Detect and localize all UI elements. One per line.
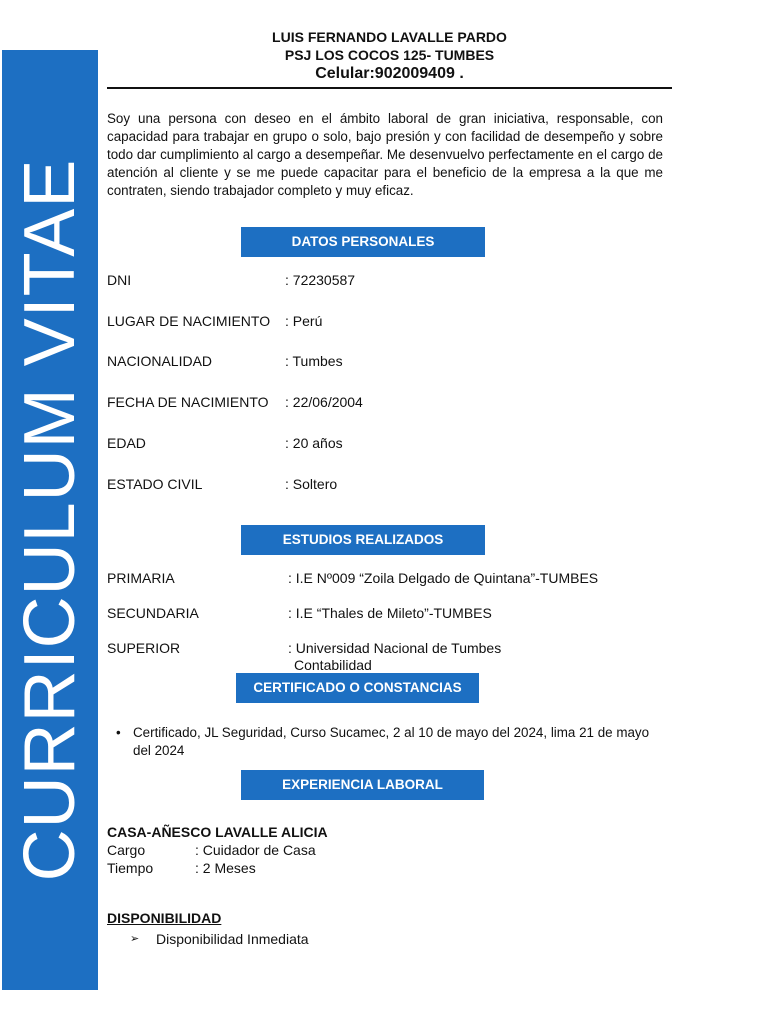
sidebar-banner [2, 50, 98, 990]
header-divider [107, 87, 672, 89]
personal-value: : Perú [285, 313, 323, 329]
job-label: Cargo [107, 842, 146, 858]
job-value: : Cuidador de Casa [195, 842, 316, 858]
bullet-icon: • [116, 725, 121, 740]
person-phone: Celular:902009409 . [315, 65, 464, 82]
personal-value: : Soltero [285, 476, 338, 492]
studies-label: SUPERIOR [107, 640, 181, 656]
personal-label: LUGAR DE NACIMIENTO [107, 313, 271, 329]
section-certificates-heading: CERTIFICADO O CONSTANCIAS [236, 673, 479, 703]
personal-value: : 22/06/2004 [285, 394, 363, 410]
personal-label: FECHA DE NACIMIENTO [107, 394, 269, 410]
certificate-text: Certificado, JL Seguridad, Curso Sucamec, 2 al 10 de mayo del 2024, lima 21 de mayo del 2024 [133, 725, 650, 758]
sidebar-title: CURRICULUM VITAE [10, 158, 90, 882]
section-experience-heading: EXPERIENCIA LABORAL [241, 770, 484, 800]
studies-label: PRIMARIA [107, 570, 175, 586]
cv-header [107, 28, 672, 84]
person-name: LUIS FERNANDO LAVALLE PARDO [272, 29, 507, 45]
job-label: Tiempo [107, 860, 154, 876]
studies-value: : I.E Nº009 “Zoila Delgado de Quintana”-TUMBES [288, 570, 599, 586]
availability-text: Disponibilidad Inmediata [156, 931, 309, 947]
certificate-item [116, 724, 666, 760]
personal-value: : 20 años [285, 435, 343, 451]
job-value: : 2 Meses [195, 860, 256, 876]
arrow-bullet-icon: ➢ [130, 933, 140, 945]
profile-summary: Soy una persona con deseo en el ámbito laboral de gran iniciativa, responsable, con capacidad para trabajar en grupo o solo, bajo presión y con facilidad de desempeño y sobre todo dar cumplimiento al cargo a desempeñar. Me desenvuelvo perfectamente en el cargo de atención al cliente y se me puede capacitar para el beneficio de la empresa a la que me contraten, siendo trabajador completo y muy eficaz. [107, 111, 663, 198]
section-personal-heading: DATOS PERSONALES [241, 227, 485, 257]
personal-label: EDAD [107, 435, 146, 451]
personal-value: : Tumbes [285, 353, 343, 369]
employer-name: CASA-AÑESCO LAVALLE ALICIA [107, 824, 328, 840]
personal-label: ESTADO CIVIL [107, 476, 203, 492]
personal-label: DNI [107, 272, 132, 288]
studies-value: : Universidad Nacional de Tumbes [288, 640, 502, 656]
availability-heading: DISPONIBILIDAD [107, 910, 222, 926]
section-studies-heading: ESTUDIOS REALIZADOS [241, 525, 485, 555]
personal-value: : 72230587 [285, 272, 356, 288]
studies-value-career: Contabilidad [294, 657, 372, 673]
studies-label: SECUNDARIA [107, 605, 199, 621]
studies-value: : I.E “Thales de Mileto”-TUMBES [288, 605, 492, 621]
personal-label: NACIONALIDAD [107, 353, 213, 369]
person-address: PSJ LOS COCOS 125- TUMBES [284, 47, 495, 63]
